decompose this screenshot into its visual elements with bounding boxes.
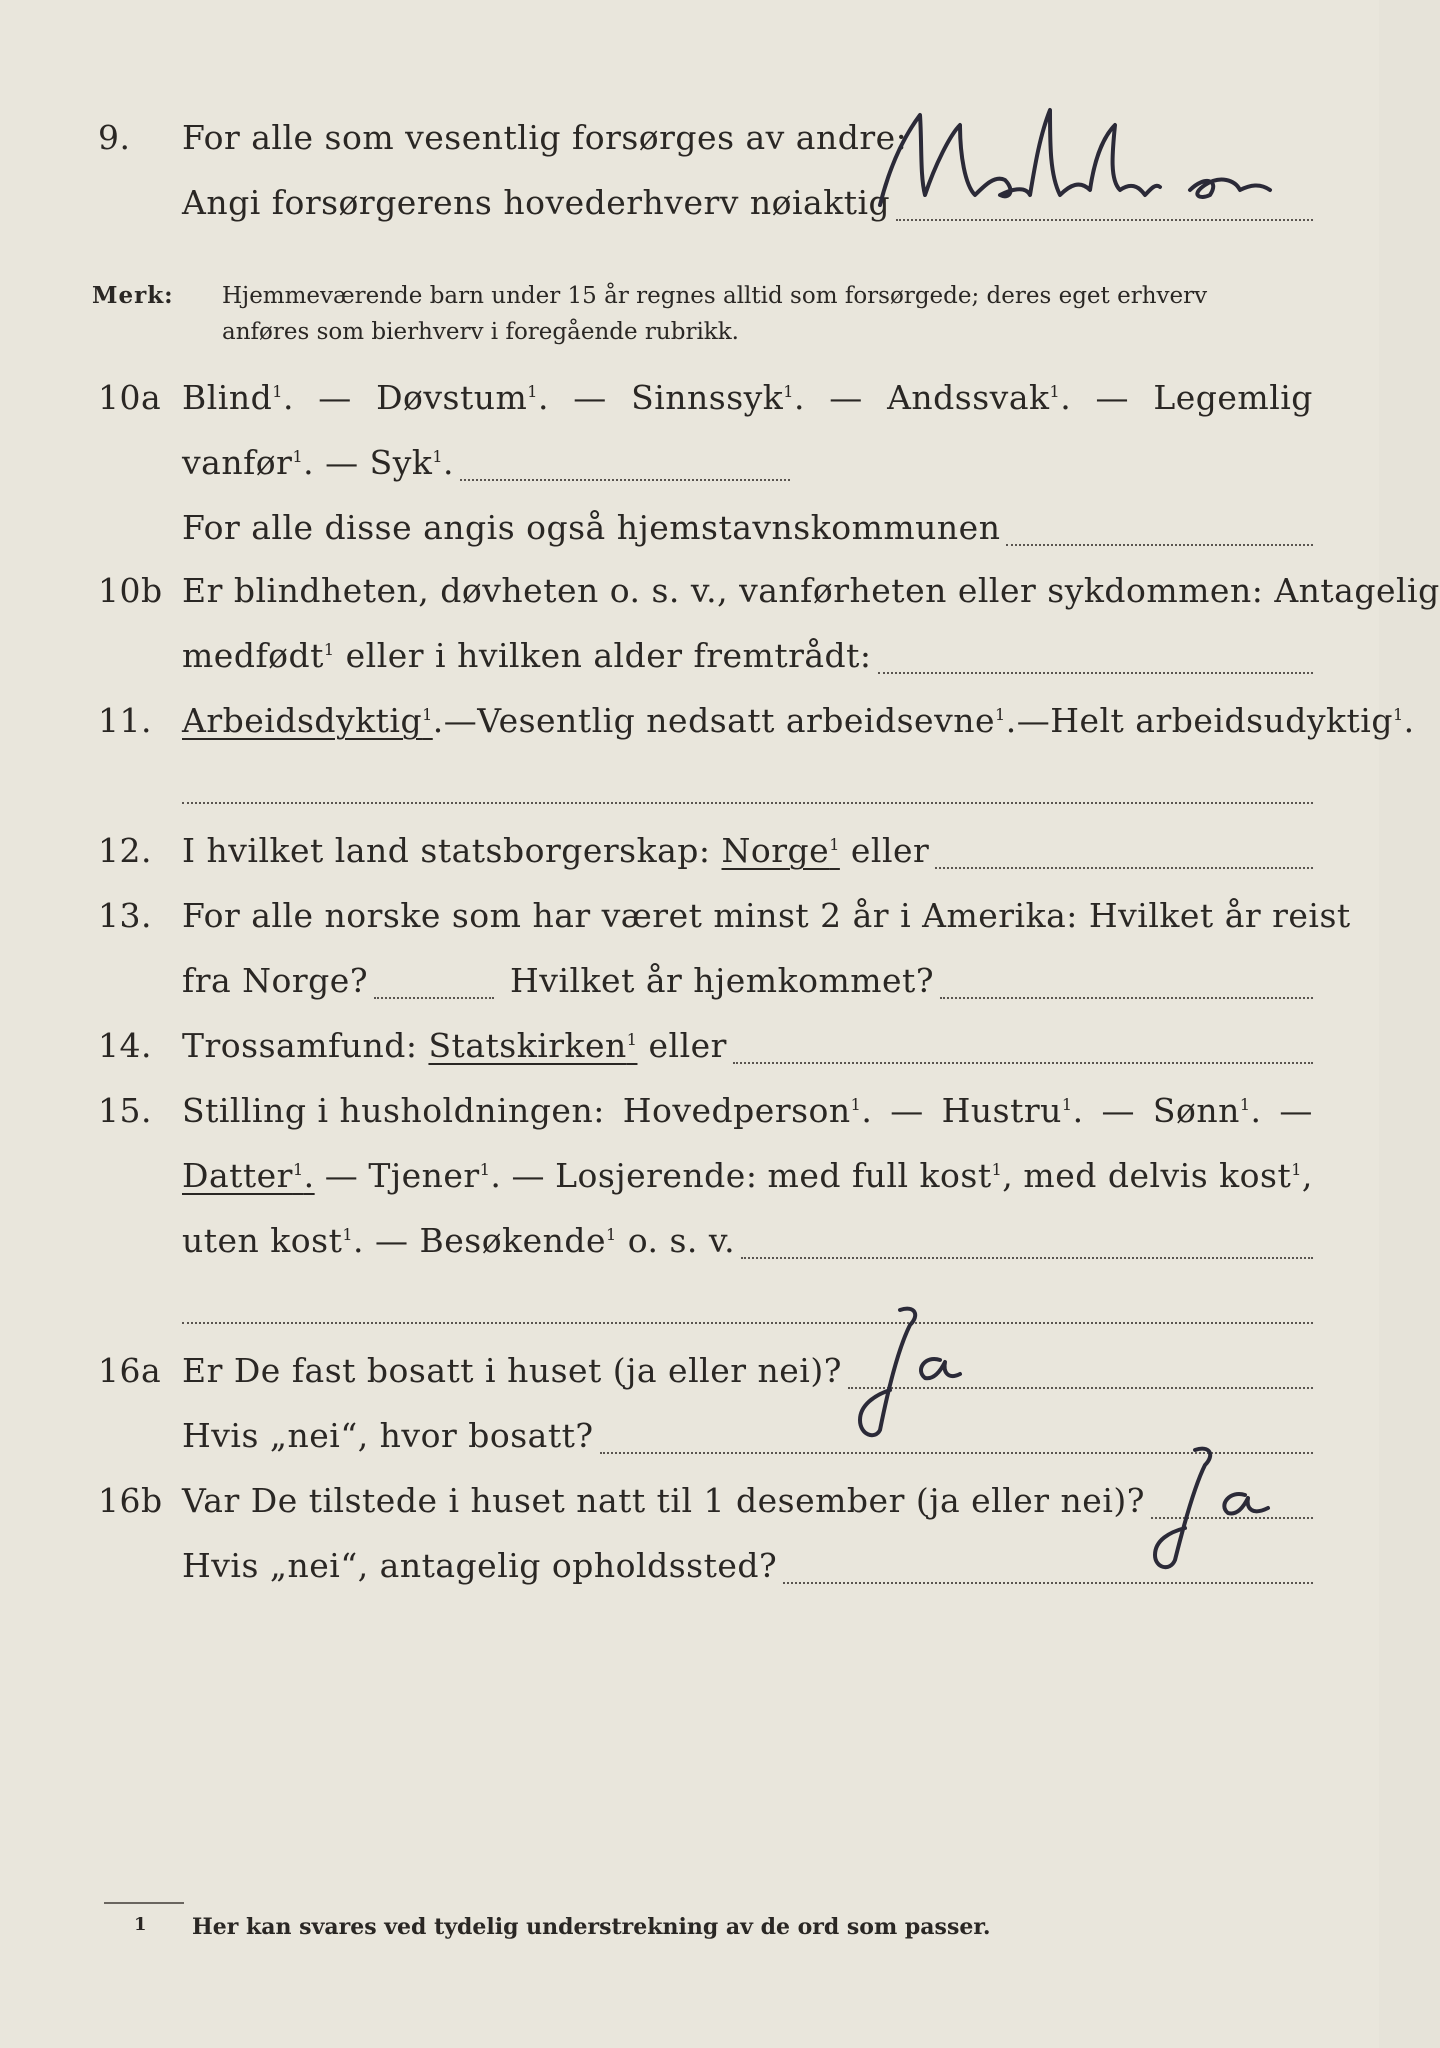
question-number: 9. [98, 118, 131, 157]
footnote-text: Her kan svares ved tydelig understrekning av de ord som passer. [192, 1914, 991, 1940]
option-delvis-kost[interactable]: med delvis kost$^1$, [1023, 1156, 1313, 1195]
question-number: 13. [98, 896, 152, 935]
answer-line[interactable] [783, 1582, 1313, 1584]
answer-line[interactable] [935, 867, 1313, 869]
option-blind[interactable]: Blind$^1$. [182, 378, 294, 417]
question-number: 16a [98, 1351, 162, 1390]
option-legemlig[interactable]: Legemlig [1153, 378, 1313, 417]
question-text: Trossamfund: [182, 1026, 418, 1065]
question-number: 16b [98, 1481, 163, 1520]
answer-line-reist[interactable] [374, 997, 494, 999]
question-text: Hvis „nei“, antagelig opholdssted? [182, 1546, 778, 1585]
question-text: fra Norge? [182, 961, 369, 1000]
answer-line[interactable] [182, 1322, 1313, 1324]
option-sonn[interactable]: Sønn$^1$. [1152, 1091, 1262, 1130]
footnote-rule [104, 1902, 184, 1904]
option-arbeidsdyktig[interactable]: Arbeidsdyktig$^1$ [182, 701, 433, 740]
option-sinnssyk[interactable]: Sinnssyk$^1$. [631, 378, 805, 417]
question-number: 15. [98, 1091, 152, 1130]
answer-line[interactable] [878, 672, 1313, 674]
question-text: Er blindheten, døvheten o. s. v., vanførheten eller sykdommen: Antagelig [182, 571, 1440, 610]
footnote [134, 1912, 991, 1942]
merk-text: anføres som bierhverv i foregående rubrikk. [222, 319, 739, 345]
option-andssvak[interactable]: Andssvak$^1$. [887, 378, 1072, 417]
handwritten-answer-16b [1110, 1440, 1280, 1580]
label-losjerende: Losjerende: [555, 1156, 758, 1195]
eller-text: eller [648, 1026, 727, 1065]
option-besokende[interactable]: Besøkende$^1$ [419, 1221, 617, 1260]
option-tjener[interactable]: Tjener$^1$. [368, 1156, 502, 1195]
census-form-page: 9. For alle som vesentlig forsørges av andre: Angi forsørgerens hovederhverv nøiaktig Merk: Hjemmeværende barn under 15 år regnes alltid som forsørgede; deres eget erhverv anføres som bierhverv i foregående rubrikk. 10a Blind$^1$. — Døvstum$^1$. — Sinnssyk$^1$. — Andssvak$^1$. — Legemlig vanfør$^1$. — Syk$^1$. For alle disse angis også hjemstavnskommunen 10b Er blindheten, døvheten o. s. v., vanførheten eller sykdommen: Antagelig medfødt$^1$ eller i hvilken alder fremtrådt: 11. Arbeidsdyktig$^1$ .— Vesentlig nedsatt arbeidsevne$^1$. — Helt arbeidsudyktig$^1$. 12. I hvilket land statsborgerskap: Norge$^1$ eller 13. For alle norske som har været minst 2 år i Amerika: Hvilket år reist fra Norge? Hvilket år hjemkommet? 14. Trossamfund: Statskirken$^1$ eller 15. Stilling i husholdningen: Hovedperson$^1$. — Hustru$^1$. — Sønn$^1$. — Datter$^1$. — Tjener$^1$. — Losjerende: med full kost$^1$, med delvis kost$^1$, uten kost$^1$. — Besøkende$^1$ o. s. v. 16a Er De fast bosatt i huset (ja eller nei)? Hvis „nei“, hvor bosatt? 16b Var De tilstede i huset natt til 1 desember (ja eller nei)? Hvis „nei“, antagelig opholdssted? 1 Her kan svares ved tydelig understrekning av de ord som passer. [0, 0, 1379, 2048]
question-text: I hvilket land statsborgerskap: [182, 831, 711, 870]
answer-line[interactable] [182, 802, 1313, 804]
question-number: 12. [98, 831, 152, 870]
question-text: eller i hvilken alder fremtrådt: [345, 636, 872, 675]
footnote-mark: 1 [134, 1914, 147, 1935]
option-datter[interactable]: Datter$^1$. [182, 1156, 315, 1195]
question-number: 11. [98, 701, 152, 740]
osv-text: o. s. v. [627, 1221, 736, 1260]
question-text: Hvis „nei“, hvor bosatt? [182, 1416, 594, 1455]
question-text: Hvilket år hjemkommet? [510, 961, 935, 1000]
question-text: For alle norske som har været minst 2 år i Amerika: Hvilket år reist [182, 896, 1351, 935]
question-text: Stilling i husholdningen: [182, 1091, 605, 1130]
option-nedsatt-arbeidsevne[interactable]: Vesentlig nedsatt arbeidsevne$^1$. [477, 701, 1017, 740]
question-text: For alle som vesentlig forsørges av andre: [182, 118, 908, 157]
answer-line[interactable] [733, 1062, 1313, 1064]
option-hustru[interactable]: Hustru$^1$. [941, 1091, 1084, 1130]
option-full-kost[interactable]: med full kost$^1$, [767, 1156, 1014, 1195]
merk-label: Merk: [92, 282, 174, 309]
answer-line[interactable] [741, 1257, 1313, 1259]
question-number: 14. [98, 1026, 152, 1065]
option-norge[interactable]: Norge$^1$ [721, 831, 840, 870]
question-number: 10b [98, 571, 163, 610]
question-number: 10a [98, 378, 162, 417]
question-text: Var De tilstede i huset natt til 1 desember (ja eller nei)? [182, 1481, 1145, 1520]
eller-text: eller [850, 831, 930, 870]
option-dovstum[interactable]: Døvstum$^1$. [376, 378, 549, 417]
handwritten-answer-16a [830, 1300, 980, 1450]
option-hovedperson[interactable]: Hovedperson$^1$. [622, 1091, 873, 1130]
answer-line-hjemkommet[interactable] [940, 997, 1313, 999]
option-vanfor[interactable]: vanfør$^1$. [182, 443, 315, 482]
question-text: Er De fast bosatt i huset (ja eller nei)? [182, 1351, 842, 1390]
option-statskirken[interactable]: Statskirken$^1$ [428, 1026, 638, 1065]
option-syk[interactable]: Syk$^1$. [369, 443, 455, 482]
handwritten-answer-9 [860, 95, 1300, 225]
answer-line[interactable] [1006, 544, 1313, 546]
answer-line[interactable] [460, 479, 790, 481]
question-text: Angi forsørgerens hovederhverv nøiaktig [182, 183, 891, 222]
option-medfodt[interactable]: medfødt$^1$ [182, 636, 335, 675]
option-helt-arbeidsudyktig[interactable]: Helt arbeidsudyktig$^1$. [1050, 701, 1415, 740]
option-uten-kost[interactable]: uten kost$^1$. [182, 1221, 365, 1260]
question-text: For alle disse angis også hjemstavnskommunen [182, 508, 1001, 547]
merk-text: Hjemmeværende barn under 15 år regnes alltid som forsørgede; deres eget erhverv [222, 283, 1208, 309]
